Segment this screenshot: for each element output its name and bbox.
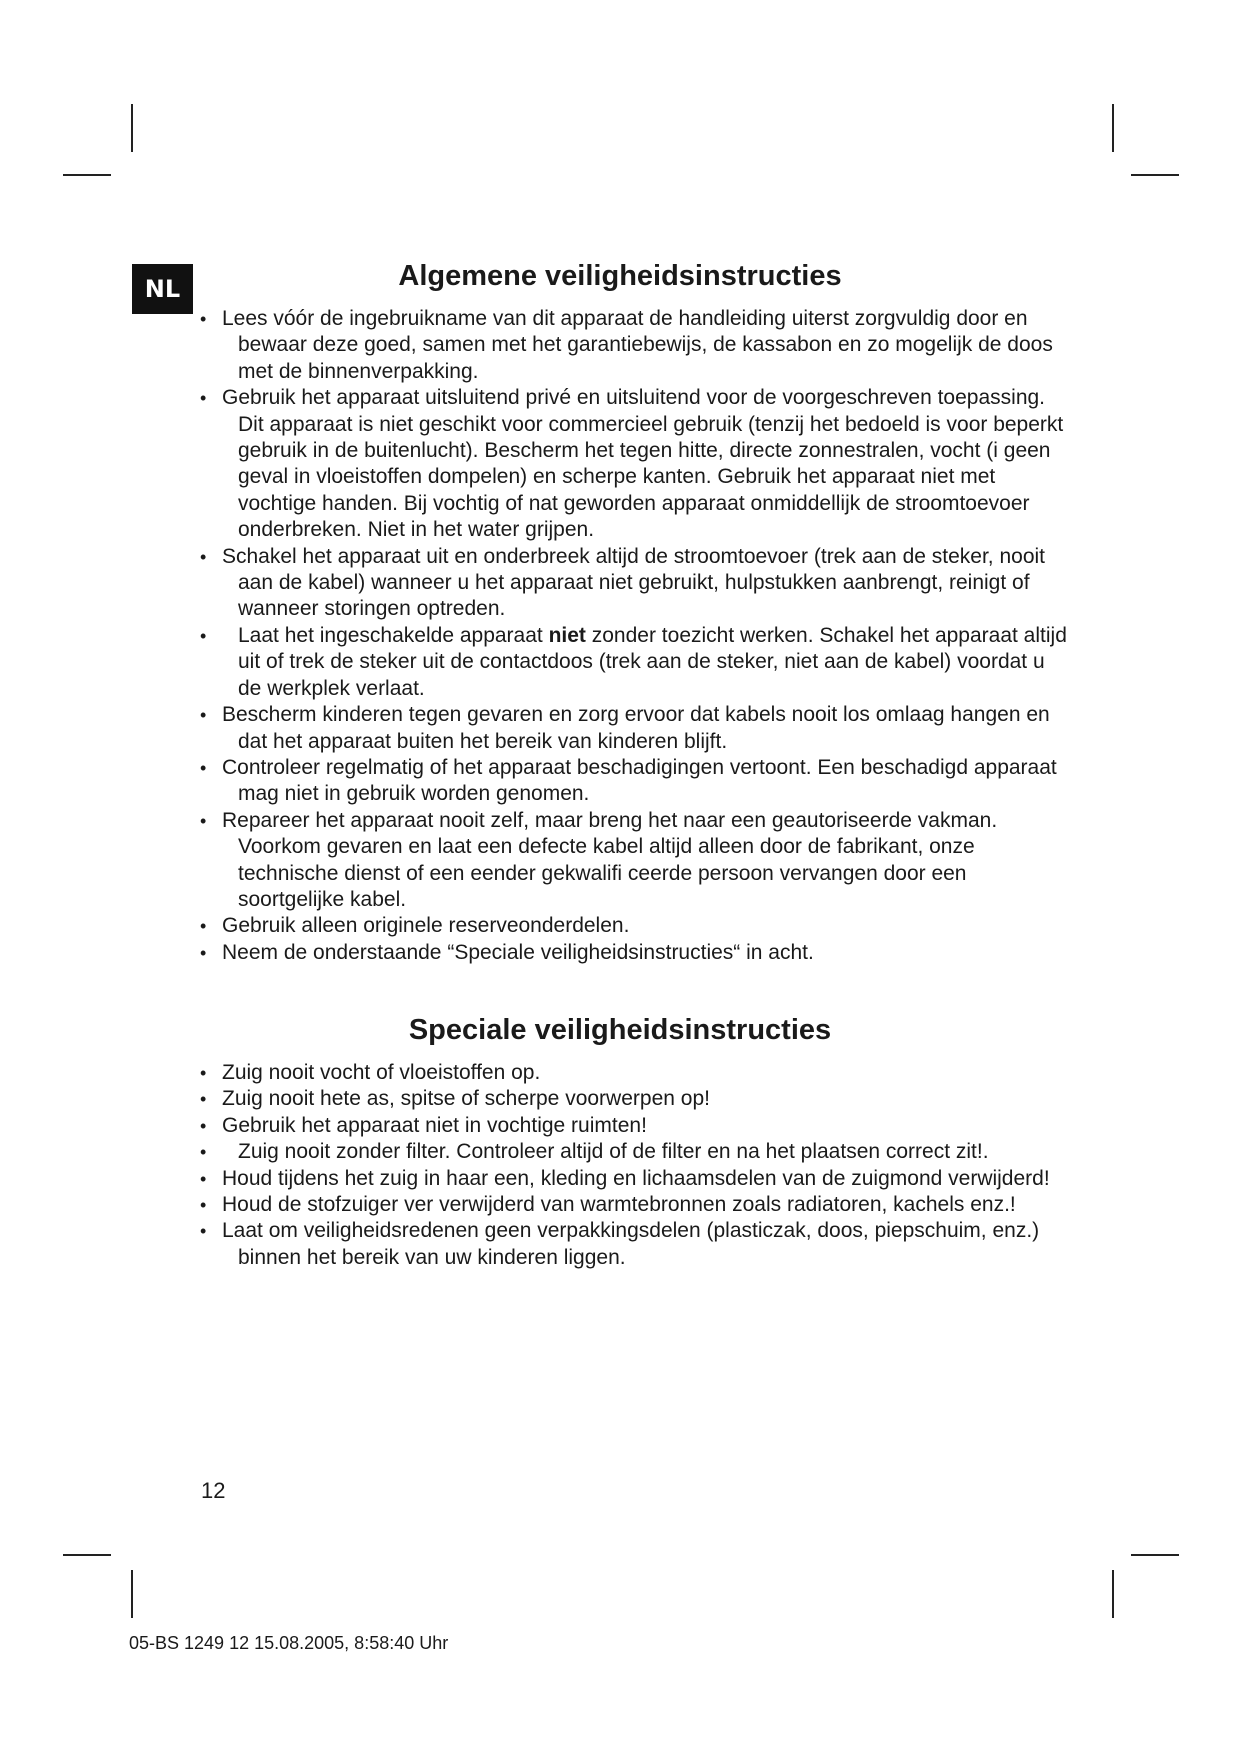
list-item (200, 623, 1070, 702)
crop-mark-top-right-horizontal (1131, 174, 1179, 176)
list-item: • Neem de onderstaande “Speciale veiligheidsinstructies“ in acht. (200, 940, 1070, 966)
list-item-text: zonder toezicht werken. Schakel het apparaat altijd uit of trek de steker uit de contactdoos (trek aan de steker, niet aan de kabel) voordat u de werkplek verlaat. (238, 623, 1067, 700)
list-item: • Houd de stofzuiger ver verwijderd van warmtebronnen zoals radiatoren, kachels enz.! (200, 1192, 1070, 1218)
general-safety-title: Algemene veiligheidsinstructies (398, 260, 842, 292)
list-item: • Bescherm kinderen tegen gevaren en zorg ervoor dat kabels nooit los omlaag hangen en dat het apparaat buiten het bereik van kinderen blijft. (200, 702, 1070, 755)
special-safety-title: Speciale veiligheidsinstructies (408, 1014, 832, 1046)
list-item: • Schakel het apparaat uit en onderbreek altijd de stroomtoevoer (trek aan de steker, nooit aan de kabel) wanneer u het apparaat niet gebruikt, hulpstukken aanbrengt, reinigt of wanneer storingen optreden. (200, 544, 1070, 623)
crop-mark-top-right-vertical (1112, 104, 1114, 152)
print-footer: 05-BS 1249 12 15.08.2005, 8:58:40 Uhr (129, 1633, 449, 1653)
general-safety-list (200, 306, 1070, 966)
list-item: • Controleer regelmatig of het apparaat beschadigingen vertoont. Een beschadigd apparaat mag niet in gebruik worden genomen. (200, 755, 1070, 808)
list-item: • Laat om veiligheidsredenen geen verpakkingsdelen (plasticzak, doos, piepschuim, enz.) binnen het bereik van uw kinderen liggen. (200, 1218, 1070, 1271)
list-item: • Gebruik het apparaat niet in vochtige ruimten! (200, 1113, 1070, 1139)
list-item: • Gebruik het apparaat uitsluitend privé en uitsluitend voor de voorgeschreven toepassing. Dit apparaat is niet geschikt voor commercieel gebruik (tenzij het bedoeld is voor beperkt gebruik in de buitenlucht). Bescherm het tegen hitte, directe zonnestralen, vocht (i geen geval in vloeistoffen dompelen) en scherpe kanten. Gebruik het apparaat niet met vochtige handen. Bij vochtig of nat geworden apparaat onmiddellijk de stroomtoevoer onderbreken. Niet in het water grijpen. (200, 385, 1070, 543)
list-item-text: Laat het ingeschakelde apparaat (238, 623, 549, 647)
list-item: • Zuig nooit hete as, spitse of scherpe voorwerpen op! (200, 1086, 1070, 1112)
list-item: • Repareer het apparaat nooit zelf, maar breng het naar een geautoriseerde vakman. Voorkom gevaren en laat een defecte kabel altijd alleen door de fabrikant, onze technische dienst of een eender gekwalifi ceerde persoon vervangen door een soortgelijke kabel. (200, 808, 1070, 914)
language-badge: NL (132, 264, 193, 314)
crop-mark-bottom-left-vertical (131, 1570, 133, 1618)
crop-mark-bottom-left-horizontal (63, 1554, 111, 1556)
page-number: 12 (201, 1478, 226, 1503)
list-item: • Zuig nooit zonder filter. Controleer altijd of de filter en na het plaatsen correct zit!. (200, 1139, 1070, 1165)
special-safety-list (200, 1060, 1070, 1271)
emphasis-niet: niet (548, 623, 586, 647)
crop-mark-bottom-right-horizontal (1131, 1554, 1179, 1556)
crop-mark-top-left-vertical (131, 104, 133, 152)
list-item: • Gebruik alleen originele reserveonderdelen. (200, 913, 1070, 939)
list-item: • Houd tijdens het zuig in haar een, kleding en lichaamsdelen van de zuigmond verwijderd! (200, 1166, 1070, 1192)
list-item: • Zuig nooit vocht of vloeistoffen op. (200, 1060, 1070, 1086)
list-item: • Lees vóór de ingebruikname van dit apparaat de handleiding uiterst zorgvuldig door en bewaar deze goed, samen met het garantiebewijs, de kassabon en zo mogelijk de doos met de binnenverpakking. (200, 306, 1070, 385)
crop-mark-bottom-right-vertical (1112, 1570, 1114, 1618)
crop-mark-top-left-horizontal (63, 174, 111, 176)
